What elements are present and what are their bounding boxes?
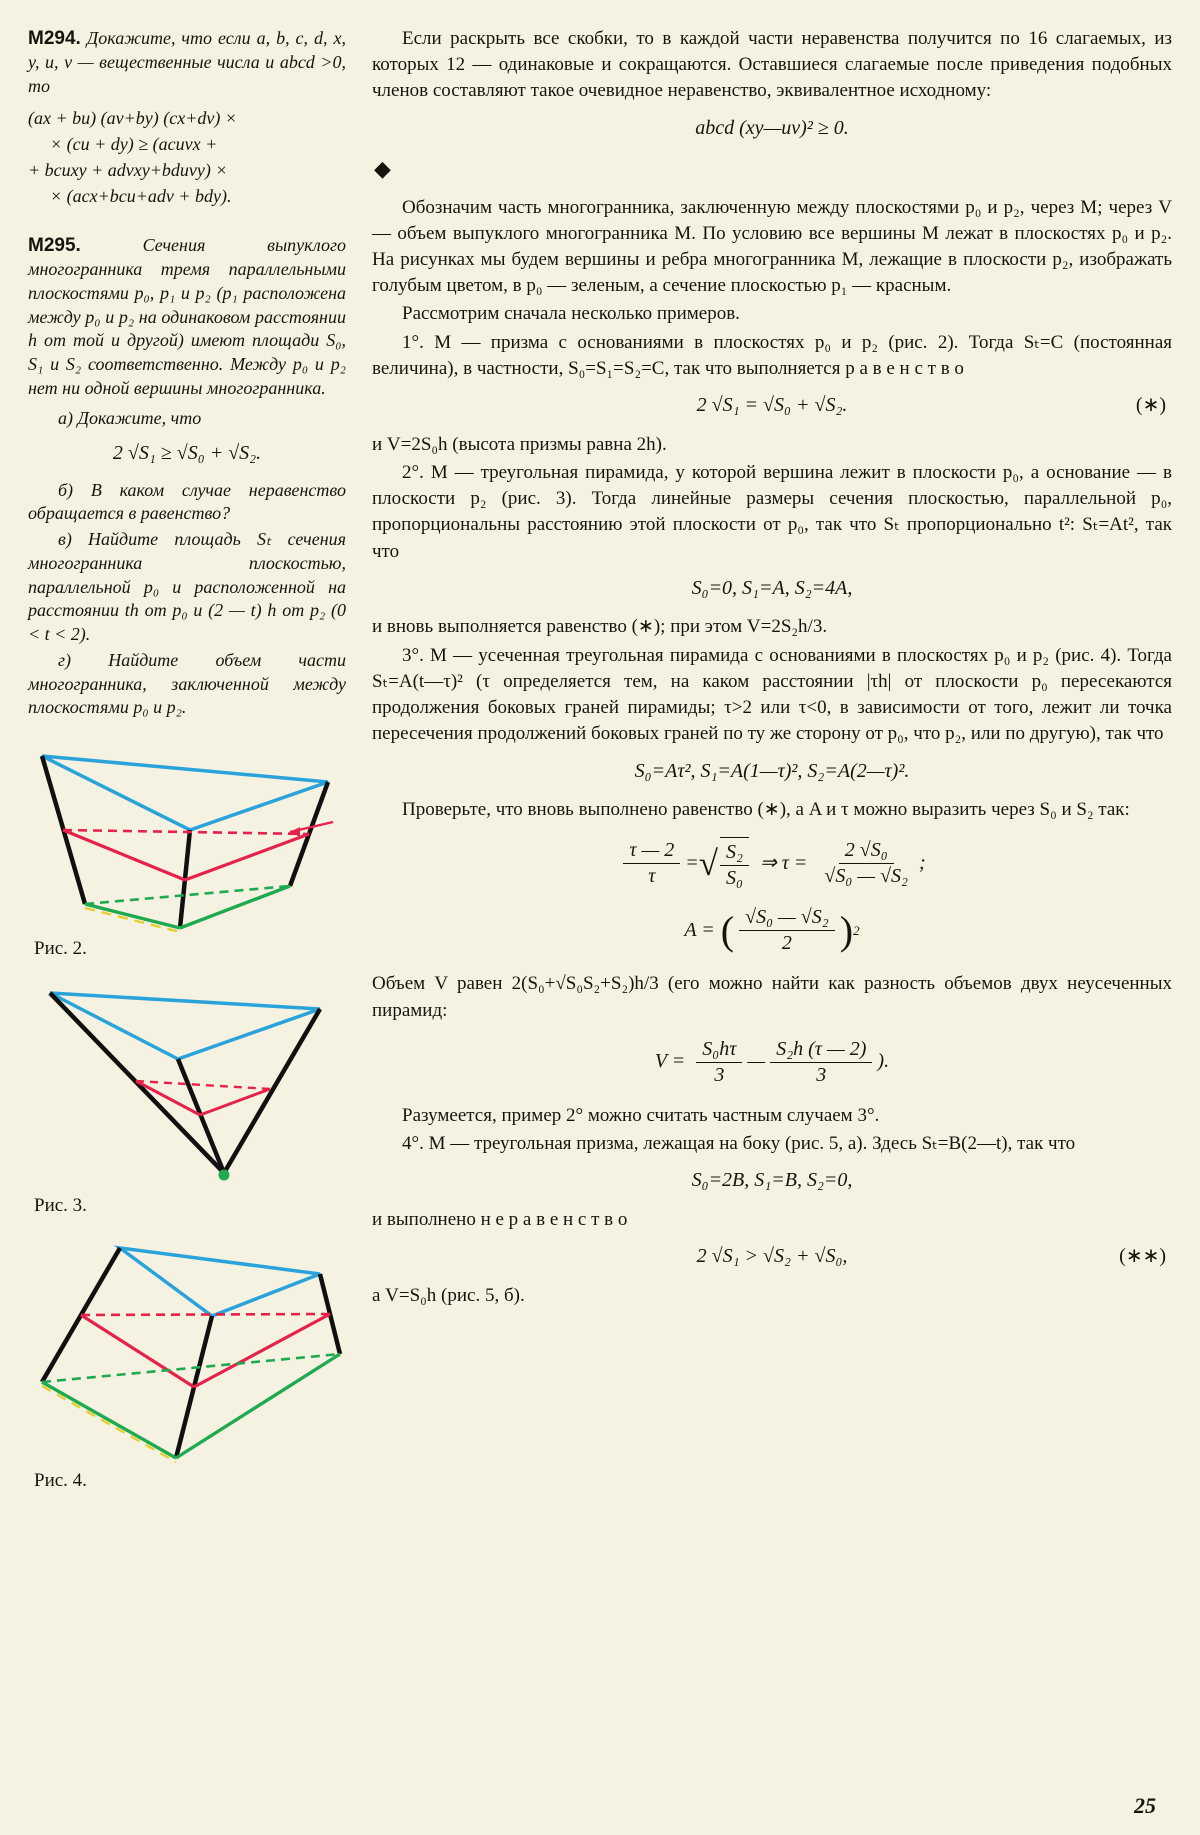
m295-part-a: а) Докажите, что — [58, 407, 202, 428]
problem-m295-number: М295. — [28, 234, 81, 256]
fig2-top-face — [42, 756, 328, 830]
figure-2-caption: Рис. 2. — [34, 938, 87, 960]
equals-sign: = — [685, 852, 699, 875]
m295-part-a-formula — [28, 440, 346, 466]
solution-paragraph-14: а V=S₀h (рис. 5, б). — [372, 1284, 525, 1306]
m295-part-b: б) В каком случае неравенство обращается в равенство? — [28, 479, 346, 524]
fig4-base-front-left — [42, 1382, 176, 1458]
solution-paragraph-4-example1: 1°. M — призма с основаниями в плоскостях p₀ и p₂ (рис. 2). Тогда Sₜ=C (постоянная величина), в частности, S₀=S₁=S₂=C, так что выполняется р а в е н с т в о — [372, 331, 1172, 379]
formula-example2-areas-text: S₀=0, S₁=A, S₂=4A, — [691, 576, 853, 599]
formula-tau — [372, 837, 1172, 890]
m295-part-g: г) Найдите объем части многогранника, заключенной между плоскостями p₀ и p₂. — [28, 649, 346, 718]
formula-V-end: ). — [877, 1050, 890, 1073]
fig4-section-front-right — [194, 1314, 330, 1387]
fig2-base-front-right — [180, 886, 290, 928]
m294-formula-line1: (ax + bu) (av+by) (cx+dv) × — [28, 107, 237, 128]
problem-m294 — [28, 26, 346, 99]
fig2-base-yellow-dashed — [85, 908, 180, 932]
figure-3-pyramid-drawing — [28, 975, 344, 1189]
formula-inequality-double-star — [372, 1243, 1172, 1271]
problem-m295 — [28, 233, 346, 401]
fraction-tau-minus-2-over-tau: $\frac{\tau — 2}{\tau}$ — [623, 839, 680, 888]
solution-paragraph-6-example2: 2°. M — треугольная пирамида, у которой вершина лежит в плоскости p₀, а основание — в плоскости p₂ (рис. 3). Тогда линейные размеры сечения плоскостью, параллельной p₀, пропорциональны расстоянию этой плоскости от p₀, так что Sₜ пропорционально t²: Sₜ=At², так что — [372, 461, 1172, 562]
solution-paragraph-5: и V=2S₀h (высота призмы равна 2h). — [372, 433, 667, 455]
solution-paragraph-13: и выполнено н е р а в е н с т в о — [372, 1208, 628, 1230]
figure-3-caption: Рис. 3. — [34, 1195, 87, 1217]
fraction-S2-h-tau-minus-2-over-3: $\frac{\text{S₂h (τ — 2)}}{3}$ — [770, 1038, 872, 1087]
solution-paragraph-12-example4: 4°. M — треугольная призма, лежащая на боку (рис. 5, а). Здесь Sₜ=B(2—t), так что — [402, 1132, 1076, 1154]
solution-paragraph-7: и вновь выполняется равенство (∗); при этом V=2S₂h/3. — [372, 616, 828, 638]
solution-paragraph-9: Проверьте, что вновь выполнено равенство (∗), а A и τ можно выразить через S₀ и S₂ так: — [402, 799, 1130, 821]
fig4-top-face — [120, 1248, 320, 1316]
figure-2-prism — [28, 734, 346, 932]
fraction-sqrtS0-minus-sqrtS2-over-2: $\frac{\text{√S₀ — √S₂}}{2}$ — [739, 906, 835, 955]
solution-paragraph-10: Объем V равен 2(S₀+√S₀S₂+S₂)h/3 (его можно найти как разность объемов двух неусеченных пирамид: — [372, 973, 1172, 1021]
m294-formula-line3: + bcuxy + advxy+bduvy) × — [28, 159, 228, 180]
formula-V-lhs: V = — [654, 1050, 686, 1073]
fig4-section-front-left — [81, 1315, 194, 1387]
open-paren: ( — [720, 907, 735, 953]
semicolon: ; — [919, 852, 926, 875]
left-column — [28, 26, 346, 1815]
minus-sign: — — [747, 1050, 766, 1073]
fig2-base-back-dashed — [85, 886, 290, 904]
solution-paragraph-2: Обозначим часть многогранника, заключенную между плоскостями p₀ и p₂, через M; через V — объем выпуклого многогранника M. По условию все вершины M лежат в плоскостях p₀ и p₂. На рисунках мы будем вершины и ребра многогранника M, лежащие в плоскости p₂, изображать голубым цветом, в p₀ — зеленым, а сечение плоскостью p₁ — красным. — [372, 196, 1172, 297]
fig3-top-face — [50, 993, 320, 1059]
solution-paragraph-11: Разумеется, пример 2° можно считать частным случаем 3°. — [402, 1104, 880, 1126]
close-paren: ) — [839, 907, 854, 953]
formula-equality-star-text: 2 √S₁ = √S₀ + √S₂. — [696, 394, 848, 417]
formula-inequality-double-star-text: 2 √S₁ > √S₂ + √S₀, — [696, 1245, 848, 1268]
problem-m294-statement: Докажите, что если a, b, c, d, x, y, u, v — вещественные числа и abcd >0, то — [28, 28, 346, 96]
exponent-2: 2 — [853, 922, 860, 938]
fig2-section-front-right — [185, 834, 309, 880]
figure-3-pyramid — [28, 975, 346, 1189]
formula-example2-areas — [372, 575, 1172, 603]
fig3-edge-right — [224, 1009, 320, 1173]
m295-part-v: в) Найдите площадь Sₜ сечения многогранника плоскостью, параллельной p₀ и расположенной на расстоянии th от p₀ и (2 — t) h от p₂ (0 < t < 2). — [28, 529, 346, 645]
formula-star-marker: (∗) — [1135, 394, 1166, 417]
formula-double-star-marker: (∗∗) — [1119, 1245, 1166, 1268]
solution-paragraph-3: Рассмотрим сначала несколько примеров. — [402, 303, 740, 325]
formula-A-lhs: A = — [684, 919, 715, 942]
formula-abcd-text: abcd (xy—uv)² ≥ 0. — [695, 116, 849, 139]
formula-equality-star — [372, 392, 1172, 420]
fraction-S0-h-tau-over-3: $\frac{\text{S₀hτ}}{3}$ — [696, 1038, 742, 1087]
figure-4-caption: Рис. 4. — [34, 1470, 87, 1492]
fig2-section-arrowhead — [290, 827, 300, 837]
figure-4-truncated-pyramid — [28, 1232, 346, 1464]
problem-m295-statement: Сечения выпуклого многогранника тремя параллельными плоскостями p₀, p₁ и p₂ (p₁ расположена между p₀ и p₂ на одинаковом расстоянии h от той и другой) имеют площади S₀, S₁ и S₂ соответственно. Между p₀ и p₂ нет ни одной вершины многогранника. — [28, 234, 346, 398]
solution-paragraph-8-example3: 3°. M — усеченная треугольная пирамида с основаниями в плоскостях p₀ и p₂ (рис. 4). Тогда Sₜ=A(t—τ)² (τ определяется тем, на каком расстоянии |τh| от плоскости p₀ пересекаются продолжения боковых граней пирамиды; τ>2 или τ<0, в зависимости от того, лежит ли точка пересечения продолжений боковых граней по ту же сторону от p₀, что p₂, или по другую), так что — [372, 644, 1172, 745]
m295-inequality: 2 √S₁ ≥ √S₀ + √S₂. — [112, 442, 262, 465]
m294-formula-line2: × (cu + dy) ≥ (acuvx + — [50, 133, 218, 154]
right-column — [372, 26, 1172, 1815]
fig2-section-back-dashed — [63, 830, 309, 834]
formula-V — [372, 1038, 1172, 1087]
section-diamond-separator: ◆ — [374, 156, 391, 182]
figure-2-prism-drawing — [28, 734, 344, 932]
fraction-s2-over-s0: $\frac{\text{S₂}}{\text{S₀}}$ — [720, 837, 749, 890]
formula-example3-areas-text: S₀=Aτ², S₁=A(1—τ)², S₂=A(2—τ)². — [634, 759, 910, 782]
radical-sign: √ — [698, 843, 718, 883]
formula-abcd — [372, 115, 1172, 143]
formula-A — [372, 906, 1172, 955]
fig2-base-front-left — [85, 904, 180, 928]
formula-example4-areas — [372, 1167, 1172, 1195]
fig4-base-yellow-dashed — [42, 1386, 176, 1462]
fig2-section-front-left — [63, 830, 185, 880]
fig3-apex-vertex — [219, 1170, 230, 1181]
fraction-2sqrtS0: $\frac{\text{2 √S₀}}{\text{√S₀ — √S₂}}$ — [824, 839, 909, 888]
solution-paragraph-1: Если раскрыть все скобки, то в каждой части неравенства получится по 16 слагаемых, из которых 12 — одинаковые и сокращаются. Оставшиеся слагаемые после приведения подобных членов составляют такое очевидное неравенство, эквивалентное исходному: — [372, 28, 1172, 102]
page-number: 25 — [1134, 1793, 1156, 1818]
formula-example3-areas — [372, 758, 1172, 786]
m294-formula — [28, 105, 346, 209]
formula-example4-areas-text: S₀=2B, S₁=B, S₂=0, — [691, 1169, 853, 1192]
problem-m294-number: М294. — [28, 28, 81, 49]
figure-4-truncated-pyramid-drawing — [28, 1232, 344, 1464]
implies-tau-equals: ⇒ τ = — [759, 852, 808, 875]
m294-formula-line4: × (acx+bcu+adv + bdy). — [50, 185, 232, 206]
fig3-section-back-dashed — [136, 1081, 270, 1089]
fig4-base-back-dashed — [42, 1354, 340, 1382]
fig4-section-back-dashed — [81, 1314, 330, 1315]
